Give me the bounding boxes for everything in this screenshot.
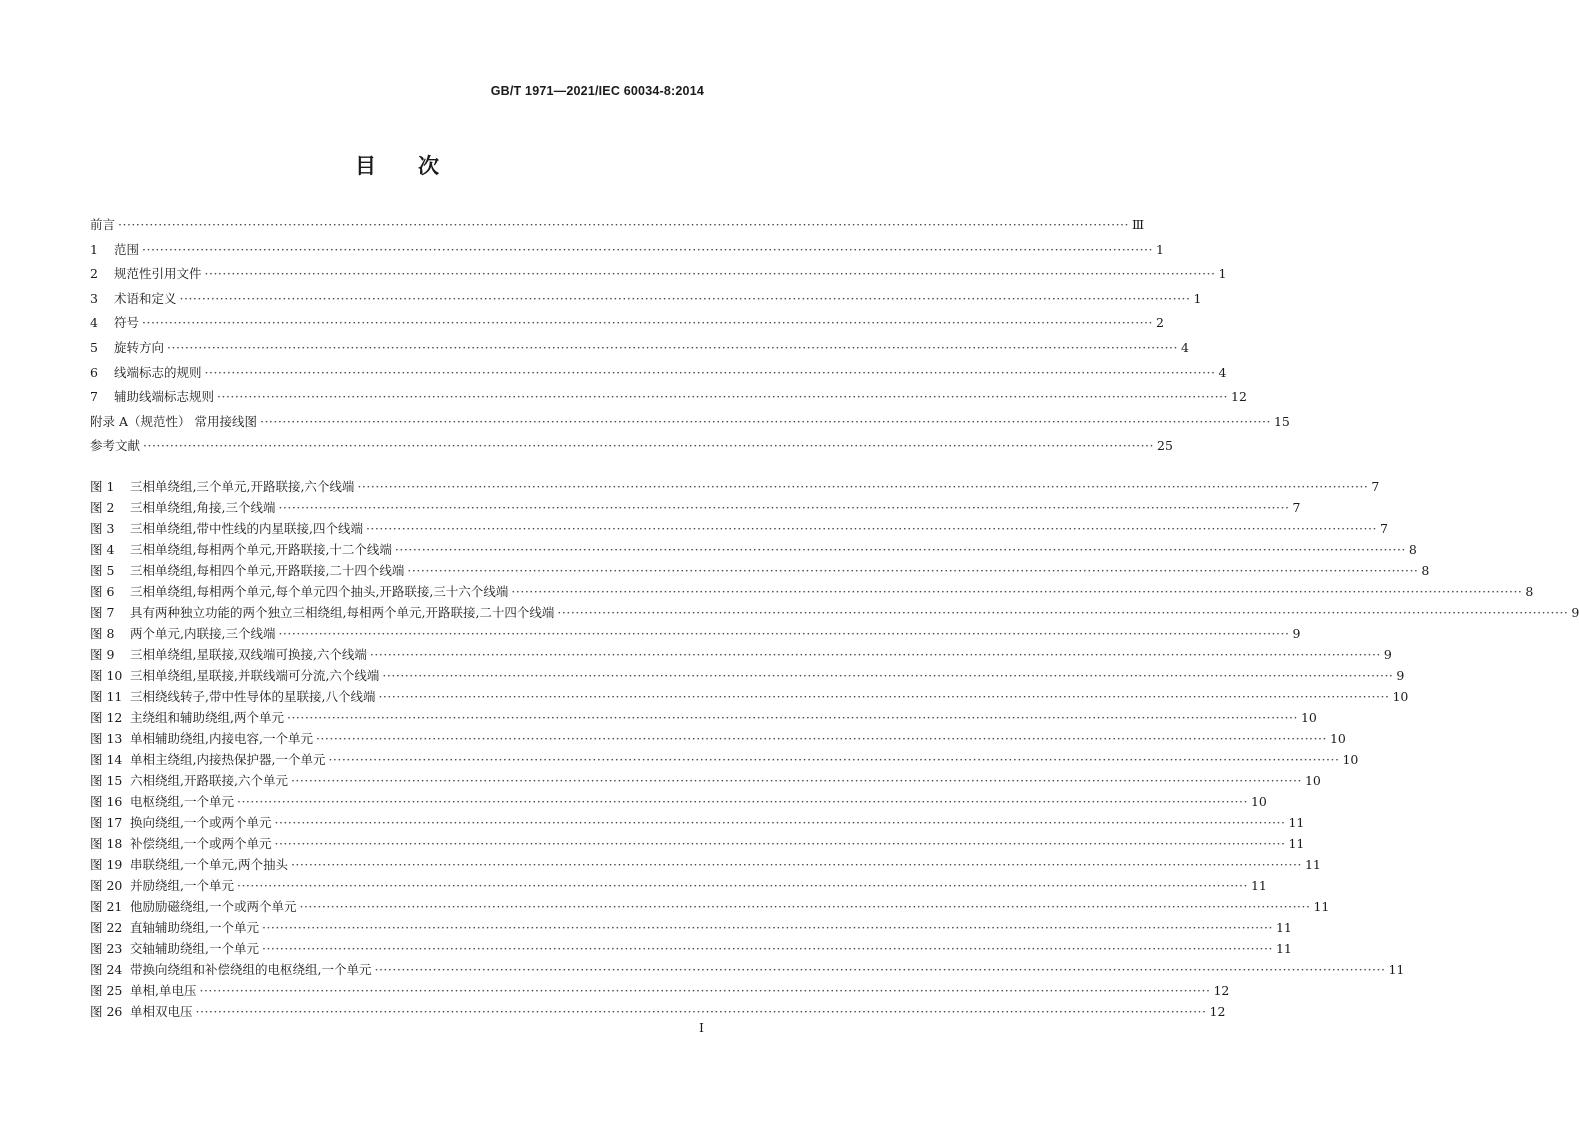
toc-entry-label: 主绕组和辅助绕组,两个单元 <box>130 710 284 725</box>
dot-leader <box>299 896 1310 917</box>
toc-entry-page: 11 <box>1304 857 1321 872</box>
toc-entry-number: 图 1 <box>90 479 115 494</box>
toc-entry-label: 三相绕线转子,带中性导体的星联接,八个线端 <box>130 689 376 704</box>
toc-entry-label: 三相单绕组,星联接,并联线端可分流,六个线端 <box>130 668 380 683</box>
toc-section-row[interactable] <box>90 213 1145 238</box>
dot-leader <box>262 917 1273 938</box>
toc-section-row[interactable] <box>90 262 1227 287</box>
toc-entry-label: 参考文献 <box>90 438 141 454</box>
toc-entry-number: 图 3 <box>90 521 115 536</box>
dot-leader <box>274 812 1285 833</box>
toc-entry-label: 辅助线端标志规则 <box>114 389 215 405</box>
toc-entry-page: 10 <box>1250 794 1267 809</box>
toc-entry-label: 换向绕组,一个或两个单元 <box>130 815 272 830</box>
toc-entry-label: 附录 A（规范性） 常用接线图 <box>90 413 257 429</box>
dot-leader <box>142 311 1153 336</box>
toc-entry-page: 9 <box>1383 647 1392 662</box>
toc-entry-number: 图 24 <box>90 962 123 977</box>
toc-entry-number: 7 <box>90 389 98 405</box>
toc-entry-page: 9 <box>1292 626 1301 641</box>
toc-figure-row[interactable] <box>90 812 1305 833</box>
dot-leader <box>205 262 1216 287</box>
toc-entry-label: 带换向绕组和补偿绕组的电枢绕组,一个单元 <box>130 962 372 977</box>
toc-entry-number: 图 13 <box>90 731 123 746</box>
toc-section-row[interactable] <box>90 311 1164 336</box>
toc-entry-label: 单相主绕组,内接热保护器,一个单元 <box>130 752 326 767</box>
dot-leader <box>237 875 1248 896</box>
toc-entry-label: 交轴辅助绕组,一个单元 <box>130 941 259 956</box>
toc-figure-row[interactable] <box>90 707 1317 728</box>
toc-section-row[interactable] <box>90 410 1290 435</box>
toc-figure-row[interactable] <box>90 1001 1226 1022</box>
toc-figure-row[interactable] <box>90 665 1405 686</box>
toc-figure-row[interactable] <box>90 560 1430 581</box>
dot-leader <box>262 938 1273 959</box>
toc-entry-label: 单相,单电压 <box>130 983 197 998</box>
toc-entry-page: 9 <box>1571 605 1579 620</box>
toc-entry-page: 1 <box>1218 266 1227 282</box>
dot-leader <box>278 623 1289 644</box>
toc-entry-number: 图 16 <box>90 794 123 809</box>
toc-entry-page: 7 <box>1292 500 1301 515</box>
dot-leader <box>167 336 1178 361</box>
toc-entry-page: 2 <box>1156 315 1164 331</box>
toc-entry-number: 图 23 <box>90 941 123 956</box>
toc-entry-label: 三相单绕组,每相两个单元,开路联接,十二个线端 <box>130 542 392 557</box>
dot-leader <box>143 434 1154 459</box>
toc-entry-label: 并励绕组,一个单元 <box>130 878 234 893</box>
toc-entry-page: 15 <box>1273 413 1290 429</box>
toc-entry-label: 三相单绕组,三个单元,开路联接,六个线端 <box>130 479 355 494</box>
toc-entry-label: 单相辅助绕组,内接电容,一个单元 <box>130 731 313 746</box>
toc-figure-row[interactable] <box>90 539 1417 560</box>
toc-entry-number: 图 11 <box>90 689 123 704</box>
toc-entry-page: Ⅲ <box>1132 217 1145 232</box>
toc-entry-page: 11 <box>1275 941 1292 956</box>
dot-leader <box>357 476 1368 497</box>
toc-figure-row[interactable] <box>90 938 1292 959</box>
toc-entry-number: 1 <box>90 241 98 257</box>
dot-leader <box>374 959 1385 980</box>
toc-entry-page: 1 <box>1156 241 1164 257</box>
dot-leader <box>407 560 1418 581</box>
toc-entry-number: 2 <box>90 266 98 282</box>
dot-leader <box>199 980 1210 1001</box>
toc-entry-page: 4 <box>1181 339 1189 355</box>
toc-entry-label: 三相单绕组,星联接,双线端可换接,六个线端 <box>130 647 367 662</box>
toc-figure-row[interactable] <box>90 959 1405 980</box>
toc-entry-number: 图 10 <box>90 668 123 683</box>
toc-entry-label: 具有两种独立功能的两个独立三相绕组,每相两个单元,开路联接,二十四个线端 <box>130 605 555 620</box>
toc-figure-row[interactable] <box>90 686 1409 707</box>
toc-entry-label: 术语和定义 <box>114 290 177 306</box>
toc-entry-page: 9 <box>1396 668 1405 683</box>
dot-leader <box>142 238 1153 263</box>
toc-entry-label: 线端标志的规则 <box>114 364 202 380</box>
toc-entry-page: 7 <box>1371 479 1380 494</box>
dot-leader <box>287 707 1298 728</box>
page-title: 目次 <box>355 153 481 178</box>
toc-section-row[interactable] <box>90 385 1247 410</box>
toc-entry-number: 图 26 <box>90 1004 123 1019</box>
dot-leader <box>205 361 1216 386</box>
dot-leader <box>370 644 1381 665</box>
toc-figure-row[interactable] <box>90 854 1321 875</box>
page-number: I <box>699 1020 704 1035</box>
toc-entry-number: 图 19 <box>90 857 123 872</box>
toc-entry-page: 12 <box>1209 1004 1226 1019</box>
toc-entry-page: 11 <box>1288 815 1305 830</box>
toc-section-row[interactable] <box>90 361 1227 386</box>
toc-entry-number: 图 4 <box>90 542 115 557</box>
toc-entry-number: 图 14 <box>90 752 123 767</box>
toc-figure-row[interactable] <box>90 917 1292 938</box>
toc-figure-row[interactable] <box>90 497 1301 518</box>
toc-entry-label: 串联绕组,一个单元,两个抽头 <box>130 857 288 872</box>
toc-entry-page: 10 <box>1392 689 1409 704</box>
toc-entry-label: 规范性引用文件 <box>114 266 202 282</box>
dot-leader <box>291 854 1302 875</box>
dot-leader <box>511 581 1522 602</box>
toc-entry-number: 图 15 <box>90 773 123 788</box>
toc-entry-page: 10 <box>1342 752 1359 767</box>
toc-section-row[interactable] <box>90 238 1164 263</box>
toc-figure-row[interactable] <box>90 980 1230 1001</box>
toc-entry-number: 图 17 <box>90 815 123 830</box>
toc-entry-page: 8 <box>1421 563 1430 578</box>
toc-entry-page: 12 <box>1213 983 1230 998</box>
dot-leader <box>217 385 1228 410</box>
toc-entry-number: 3 <box>90 290 98 306</box>
dot-leader <box>180 287 1191 312</box>
toc-entry-label: 前言 <box>90 217 116 232</box>
toc-entry-label: 三相单绕组,每相四个单元,开路联接,二十四个线端 <box>130 563 405 578</box>
toc-entry-number: 图 9 <box>90 647 115 662</box>
toc-entry-label: 补偿绕组,一个或两个单元 <box>130 836 272 851</box>
toc-entry-number: 4 <box>90 315 98 331</box>
toc-entry-page: 11 <box>1313 899 1330 914</box>
toc-entry-label: 单相双电压 <box>130 1004 193 1019</box>
toc-figures <box>90 476 1579 1022</box>
toc-entry-label: 直轴辅助绕组,一个单元 <box>130 920 259 935</box>
toc-entry-number: 图 7 <box>90 605 115 620</box>
toc-entry-number: 图 6 <box>90 584 115 599</box>
toc-entry-number: 图 2 <box>90 500 115 515</box>
toc-entry-number: 图 21 <box>90 899 123 914</box>
toc-entry-page: 12 <box>1231 389 1247 405</box>
dot-leader <box>118 213 1129 238</box>
toc-sections <box>90 213 1290 459</box>
dot-leader <box>328 749 1339 770</box>
toc-entry-number: 图 8 <box>90 626 115 641</box>
toc-entry-label: 三相单绕组,带中性线的内星联接,四个线端 <box>130 521 363 536</box>
toc-entry-label: 三相单绕组,角接,三个线端 <box>130 500 276 515</box>
dot-leader <box>260 410 1271 435</box>
dot-leader <box>316 728 1327 749</box>
toc-figure-row[interactable] <box>90 518 1388 539</box>
toc-figure-row[interactable] <box>90 749 1359 770</box>
toc-section-row[interactable] <box>90 336 1189 361</box>
toc-entry-label: 符号 <box>114 315 140 331</box>
toc-entry-page: 10 <box>1304 773 1321 788</box>
dot-leader <box>291 770 1302 791</box>
toc-entry-page: 7 <box>1379 521 1388 536</box>
toc-entry-page: 8 <box>1525 584 1534 599</box>
toc-entry-label: 旋转方向 <box>114 339 165 355</box>
dot-leader <box>278 497 1289 518</box>
toc-figure-row[interactable] <box>90 581 1534 602</box>
toc-figure-row[interactable] <box>90 770 1321 791</box>
toc-entry-number: 图 20 <box>90 878 123 893</box>
dot-leader <box>382 665 1393 686</box>
toc-figure-row[interactable] <box>90 644 1392 665</box>
toc-figure-row[interactable] <box>90 833 1305 854</box>
toc-entry-number: 图 12 <box>90 710 123 725</box>
dot-leader <box>196 1001 1207 1022</box>
standard-number: GB/T 1971—2021/IEC 60034-8:2014 <box>490 84 704 98</box>
toc-entry-page: 11 <box>1288 836 1305 851</box>
toc-figure-row[interactable] <box>90 476 1380 497</box>
dot-leader <box>378 686 1389 707</box>
toc-entry-label: 他励励磁绕组,一个或两个单元 <box>130 899 297 914</box>
toc-entry-page: 10 <box>1329 731 1346 746</box>
toc-entry-page: 11 <box>1275 920 1292 935</box>
toc-section-row[interactable] <box>90 287 1202 312</box>
toc-figure-row[interactable] <box>90 602 1579 623</box>
toc-figure-row[interactable] <box>90 791 1267 812</box>
toc-entry-number: 6 <box>90 364 98 380</box>
toc-entry-label: 电枢绕组,一个单元 <box>130 794 234 809</box>
toc-entry-page: 8 <box>1408 542 1417 557</box>
toc-section-row[interactable] <box>90 434 1173 459</box>
dot-leader <box>557 602 1568 623</box>
toc-figure-row[interactable] <box>90 896 1330 917</box>
toc-entry-number: 图 5 <box>90 563 115 578</box>
toc-entry-number: 图 22 <box>90 920 123 935</box>
toc-figure-row[interactable] <box>90 875 1267 896</box>
toc-entry-label: 范围 <box>114 241 140 257</box>
toc-entry-page: 11 <box>1388 962 1405 977</box>
dot-leader <box>237 791 1248 812</box>
toc-figure-row[interactable] <box>90 623 1301 644</box>
toc-entry-label: 三相单绕组,每相两个单元,每个单元四个抽头,开路联接,三十六个线端 <box>130 584 509 599</box>
toc-entry-page: 4 <box>1218 364 1227 380</box>
toc-entry-number: 图 25 <box>90 983 123 998</box>
toc-entry-page: 11 <box>1250 878 1267 893</box>
dot-leader <box>274 833 1285 854</box>
toc-entry-page: 10 <box>1300 710 1317 725</box>
toc-entry-page: 25 <box>1157 438 1173 454</box>
toc-entry-number: 图 18 <box>90 836 123 851</box>
toc-entry-label: 六相绕组,开路联接,六个单元 <box>130 773 288 788</box>
toc-figure-row[interactable] <box>90 728 1346 749</box>
dot-leader <box>366 518 1377 539</box>
toc-entry-label: 两个单元,内联接,三个线端 <box>130 626 276 641</box>
toc-entry-number: 5 <box>90 339 98 355</box>
dot-leader <box>395 539 1406 560</box>
toc-entry-page: 1 <box>1193 290 1202 306</box>
